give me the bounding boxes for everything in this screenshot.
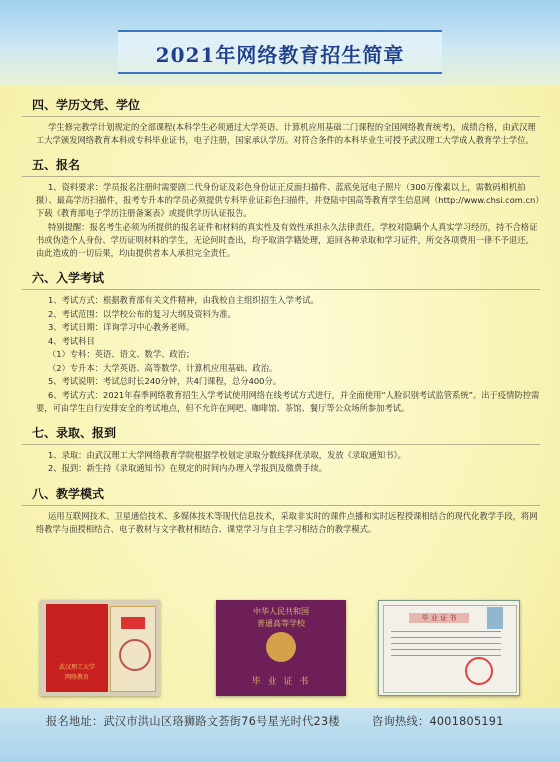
- page-title: 2021年网络教育招生简章: [155, 43, 405, 67]
- seal-icon: [121, 617, 145, 629]
- list-item: 5、考试说明：考试总时长240分钟，共4门课程，总分400分。: [48, 376, 282, 386]
- section-heading: 五、报名: [32, 158, 81, 172]
- cover-subtext: 网络教育: [64, 674, 89, 681]
- notice-cover: [46, 604, 108, 692]
- hotline-number: 咨询热线：4001805191: [372, 715, 504, 728]
- section-entrance-exam: [22, 269, 540, 415]
- paragraph: 运用互联网技术、卫星通信技术、多媒体技术等现代信息技术，采取非实时的课件点播和实时远程授课相结合的现代化教学手段，将网络教学与面授相结合、电子教材与文字教材相结合、课堂学习与自主学习相结合的教学模式。: [36, 510, 538, 534]
- section-heading: 七、录取、报到: [32, 425, 117, 440]
- section-heading: 六、入学考试: [32, 271, 105, 285]
- section-registration: [22, 156, 540, 260]
- cover-subheading: 普通高等学校: [257, 619, 305, 628]
- paragraph: 学生修完教学计划规定的全部课程(本科学生必须通过大学英语、计算机应用基础二门课程的全国网络教育统考)，成绩合格，由武汉理工大学颁发网络教育本科或专科毕业证书，电子注册，国家承认学历。对符合条件的本科毕业生可授予武汉理工大学成人教育学士学位。: [36, 122, 536, 145]
- list-item: 1、考试方式：根据教育部有关文件精神，由我校自主组织招生入学考试。: [48, 295, 319, 305]
- section-divider: [22, 444, 540, 445]
- section-heading: 八、教学模式: [32, 486, 105, 501]
- section-divider: [22, 289, 540, 290]
- paragraph: 特别提醒：报名考生必须为所提供的报名证件和材料的真实性及有效性承担永久法律责任。学校对隐瞒个人真实学习经历，持不合格证书或伪造个人身份、学历证明材料的学生，无论何时查出，均予取消学籍处理，追回各种录取和学习证件，所交各项费用一律不予退还。由此造成的一切后果，均由提供者本人承担完全责任。: [36, 222, 538, 258]
- header-banner: [0, 0, 560, 86]
- content-area: [22, 96, 540, 545]
- registration-address: 报名地址：武汉市洪山区珞狮路文荟街76号星光时代23楼: [46, 715, 340, 728]
- cover-text: 武汉理工大学: [58, 664, 95, 671]
- section-admission: [22, 424, 540, 476]
- list-item: 2、报到：新生持《录取通知书》在规定的时间内办理入学报到及缴费手续。: [48, 463, 328, 473]
- section-divider: [22, 116, 540, 117]
- section-degree: [22, 96, 540, 147]
- list-item: 4、考试科目: [48, 335, 95, 346]
- section-teaching-mode: [22, 485, 540, 536]
- graduation-certificate-cover-image: [216, 600, 346, 696]
- certificate-text-lines: [391, 631, 501, 659]
- list-item: （2）专升本：大学英语、高等数学、计算机应用基础、政治。: [48, 362, 278, 373]
- footer-banner: [0, 708, 560, 762]
- graduation-certificate-page-image: [378, 600, 520, 696]
- stamp-icon: [465, 657, 493, 685]
- title-frame: [118, 30, 442, 74]
- stamp-icon: [119, 639, 151, 671]
- paragraph: 1、资料要求：学员报名注册时需要剧二代身份证及彩色身份证正反面扫描件、蓝底免冠电子照片（300万像素以上，需数码相机拍摄）、最高学历扫描件，报考专升本的学员必须提供专科毕业证彩色扫描件，并登陆中国高等教育学生信息网（http://www.chsi.com.cn）下载《教育部电子学历注册备案表》或提供学历认证报告。: [36, 182, 540, 218]
- certificate-images: [40, 600, 520, 696]
- cover-heading: 中华人民共和国: [253, 607, 309, 616]
- photo-icon: [487, 607, 503, 629]
- section-heading: 四、学历文凭、学位: [32, 98, 141, 112]
- cover-footer-text: 毕 业 证 书: [251, 677, 311, 687]
- section-divider: [22, 505, 540, 506]
- list-item: （1）专科：英语、语文、数学、政治；: [48, 349, 195, 359]
- admission-notice-image: [40, 600, 160, 696]
- list-item: 1、录取：由武汉理工大学网络教育学院根据学校划定录取分数线择优录取，发放《录取通知书》。: [48, 449, 406, 460]
- list-item: 3、考试日期：详询学习中心教务老师。: [48, 322, 195, 332]
- certificate-header: 毕 业 证 书: [409, 613, 469, 623]
- paragraph: 6、考试方式：2021年春季网络教育招生入学考试使用网络在线考试方式进行，并全面使用“人脸识别考试监管系统”。出于疫情防控需要，可由学生自行安排安全的考试地点，但不允许在网吧、咖啡馆、茶馆、餐厅等公众场所参加考试。: [36, 389, 540, 413]
- notice-inner-page: [110, 606, 156, 692]
- section-divider: [22, 176, 540, 177]
- national-emblem-icon: [266, 632, 296, 662]
- list-item: 2、考试范围：以学校公布的复习大纲及资料为准。: [48, 308, 236, 319]
